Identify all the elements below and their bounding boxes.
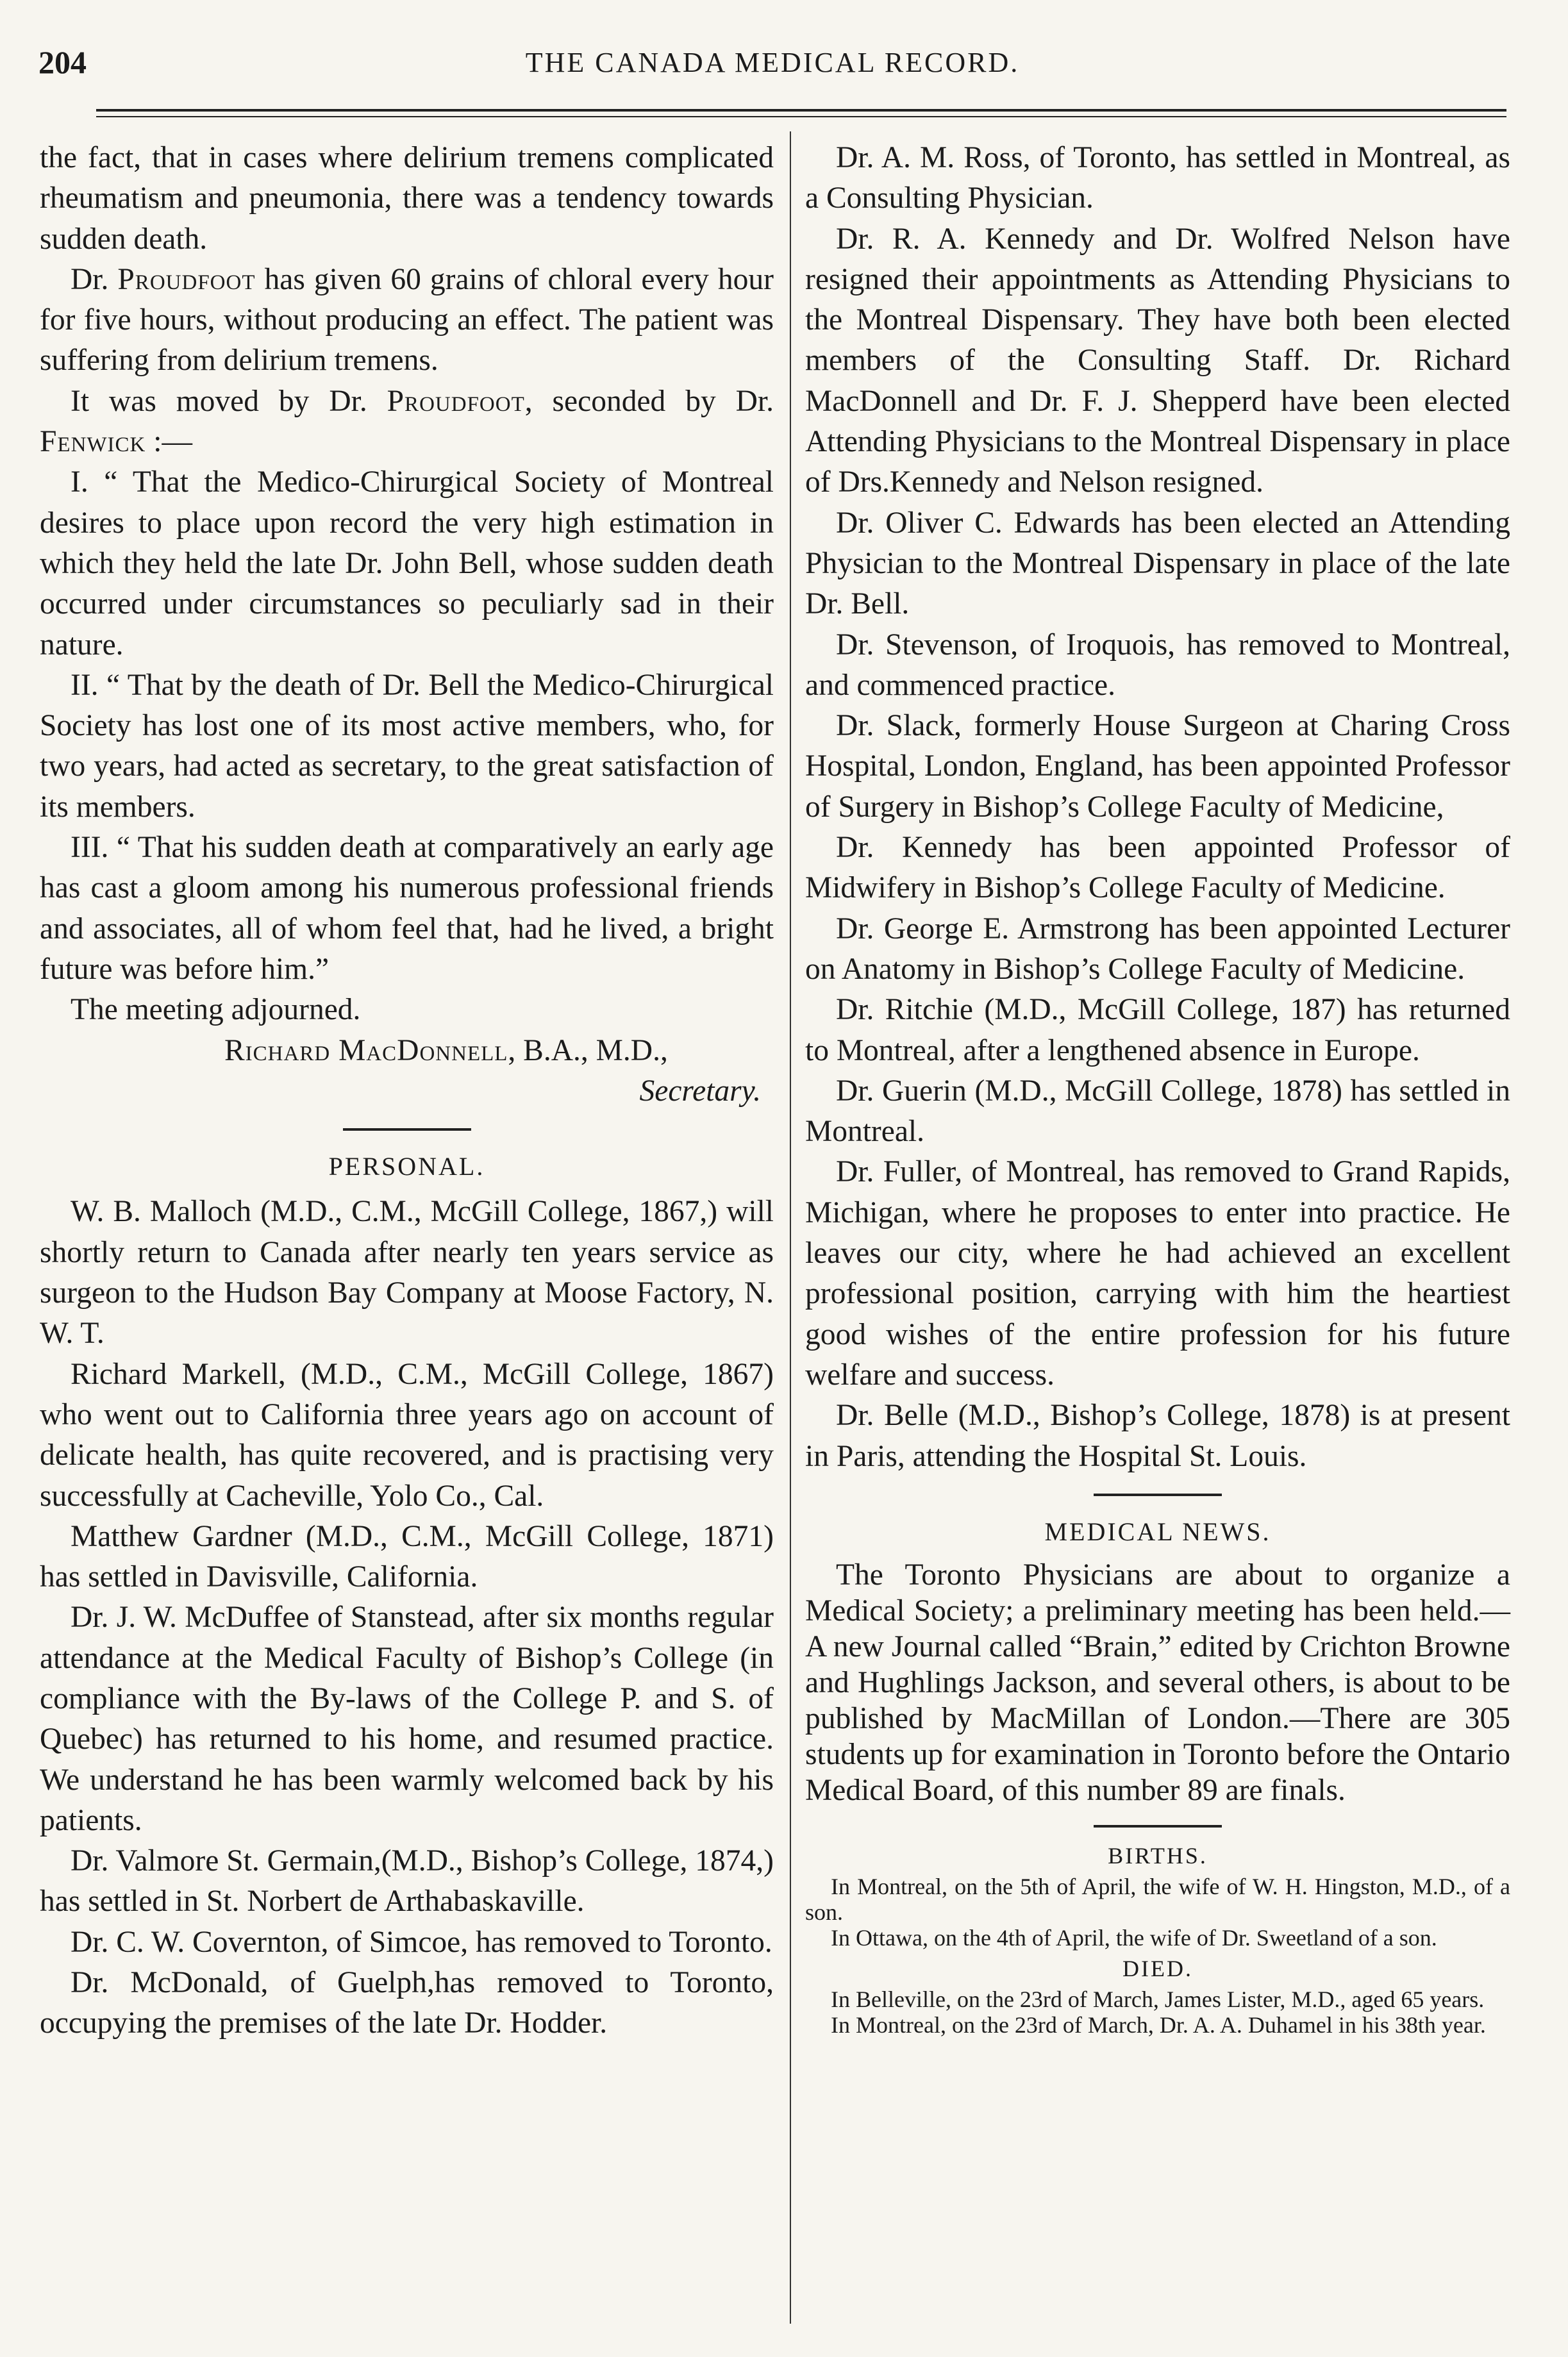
person-name: Fenwick <box>40 425 146 459</box>
person-name: Proudfoot <box>387 384 525 418</box>
personal-item: Dr. C. W. Covernton, of Simcoe, has removed to Toronto. <box>71 1925 772 1959</box>
motion-paragraph <box>40 381 774 463</box>
personal-item: Dr. George E. Armstrong has been appointed Lecturer on Anatomy in Bishop’s College Faculty of Medicine. <box>805 912 1510 986</box>
personal-item: Dr. McDonald, of Guelph,has removed to Toronto, occupying the premises of the late Dr. Hodder. <box>40 1966 774 2040</box>
left-column <box>40 138 774 2044</box>
personal-item: Dr. R. A. Kennedy and Dr. Wolfred Nelson have resigned their appointments as Attending Physicians to the Montreal Dispensary. They have both been elected members of the Consulting Staff. Dr. Richard MacDonnell and Dr. F. J. Shepperd have been elected Attending Physicians to the Montreal Dispensary in place of Drs.Kennedy and Nelson resigned. <box>805 222 1510 499</box>
person-name: Proudfoot <box>117 262 256 296</box>
paragraph-text: :— <box>146 425 192 459</box>
personal-item: Dr. Ritchie (M.D., McGill College, 187) has returned to Montreal, after a lengthened absence in Europe. <box>805 993 1510 1067</box>
running-head: THE CANADA MEDICAL RECORD. <box>525 47 1020 78</box>
resolution-3: III. “ That his sudden death at comparatively an early age has cast a gloom among his numerous professional friends and associates, all of whom feel that, had he lived, a bright future was before him.” <box>40 831 774 986</box>
birth-entry: In Ottawa, on the 4th of April, the wife of Dr. Sweetland of a son. <box>831 1925 1437 1951</box>
personal-item: Dr. Guerin (M.D., McGill College, 1878) has settled in Montreal. <box>805 1074 1510 1149</box>
paragraph-text: It was moved by Dr. <box>71 384 387 418</box>
death-entry: In Belleville, on the 23rd of March, James Lister, M.D., aged 65 years. <box>831 1986 1485 2013</box>
personal-item: Dr. Valmore St. Germain,(M.D., Bishop’s College, 1874,) has settled in St. Norbert de Arthabaskaville. <box>40 1844 774 1919</box>
page-number: 204 <box>38 44 87 80</box>
birth-entry: In Montreal, on the 5th of April, the wife of W. H. Hingston, M.D., of a son. <box>805 1874 1510 1926</box>
medical-news-heading: MEDICAL NEWS. <box>1044 1517 1271 1546</box>
personal-item: Dr. Slack, formerly House Surgeon at Charing Cross Hospital, London, England, has been appointed Professor of Surgery in Bishop’s College Faculty of Medicine, <box>805 709 1510 824</box>
personal-item: Dr. A. M. Ross, of Toronto, has settled in Montreal, as a Consulting Physician. <box>805 141 1510 215</box>
personal-item: Dr. J. W. McDuffee of Stanstead, after six months regular attendance at the Medical Faculty of Bishop’s College (in compliance with the By-laws of the College P. and S. of Quebec) has returned to his home, and resumed practice. We understand he has been warmly welcomed back by his patients. <box>40 1601 774 1837</box>
medical-news-text: The Toronto Physicians are about to organize a Medical Society; a preliminary meeting has been held.—A new Journal called “Brain,” edited by Crichton Browne and Hughlings Jackson, and several others, is about to be published by MacMillan of London.—There are 305 students up for examination in Toronto before the Ontario Medical Board, of this number 89 are finals. <box>805 1558 1510 1808</box>
personal-item: Richard Markell, (M.D., C.M., McGill College, 1867) who went out to California three years ago on account of delicate health, has quite recovered, and is practising very successfully at Cacheville, Yolo Co., Cal. <box>40 1357 774 1513</box>
column-divider <box>790 131 791 2324</box>
personal-item: Dr. Stevenson, of Iroquois, has removed to Montreal, and commenced practice. <box>805 628 1510 702</box>
personal-item: Dr. Belle (M.D., Bishop’s College, 1878) is at present in Paris, attending the Hospital St. Louis. <box>805 1399 1510 1473</box>
adjourned-line: The meeting adjourned. <box>71 993 361 1027</box>
died-list <box>805 1986 1510 2038</box>
resolution-2: II. “ That by the death of Dr. Bell the Medico-Chirurgical Society has lost one of its most active members, who, for two years, had acted as secretary, to the great satisfaction of its members. <box>40 668 774 824</box>
personal-item: Dr. Kennedy has been appointed Professor of Midwifery in Bishop’s College Faculty of Medicine. <box>805 831 1510 905</box>
section-rule <box>343 1128 471 1131</box>
paragraph: Dr. Proudfoot has given 60 grains of chloral every hour for five hours, without producing an effect. The patient was suffering from delirium tremens. <box>40 262 774 378</box>
personal-item: Dr. Oliver C. Edwards has been elected an Attending Physician to the Montreal Dispensary in place of the late Dr. Bell. <box>805 506 1510 621</box>
section-rule <box>1094 1494 1222 1496</box>
resolution-1: I. “ That the Medico-Chirurgical Society of Montreal desires to place upon record the very high estimation in which they held the late Dr. John Bell, whose sudden death occurred under circumstances so peculiarly sad in their nature. <box>40 465 774 662</box>
personal-item: W. B. Malloch (M.D., C.M., McGill College, 1867,) will shortly return to Canada after nearly ten years service as surgeon to the Hudson Bay Company at Moose Factory, N. W. T. <box>40 1195 774 1351</box>
personal-item: Dr. Fuller, of Montreal, has removed to Grand Rapids, Michigan, where he proposes to enter into practice. He leaves our city, where he had achieved an excellent professional position, carrying with him the heartiest good wishes of the entire profession for his future welfare and success. <box>805 1155 1510 1392</box>
section-rule <box>1094 1825 1222 1828</box>
signature-name: Richard MacDonnell <box>224 1033 508 1067</box>
personal-heading: PERSONAL. <box>328 1152 485 1181</box>
births-list <box>805 1874 1510 1951</box>
signature-degrees: , B.A., M.D., <box>508 1033 668 1067</box>
died-heading: DIED. <box>1122 1956 1193 1982</box>
births-heading: BIRTHS. <box>1108 1843 1208 1869</box>
header-rule <box>96 109 1506 117</box>
signature-role: Secretary. <box>639 1074 761 1108</box>
page-header <box>38 40 1506 91</box>
personal-item: Matthew Gardner (M.D., C.M., McGill College, 1871) has settled in Davisville, California. <box>40 1519 774 1594</box>
paragraph: the fact, that in cases where delirium tremens complicated rheumatism and pneumonia, there was a tendency towards sudden death. <box>40 141 774 256</box>
paragraph-text: has given 60 grains of chloral every hour for five hours, without producing an effect. The patient was suffering from delirium tremens. <box>40 262 774 378</box>
death-entry: In Montreal, on the 23rd of March, Dr. A. A. Duhamel in his 38th year. <box>831 2012 1486 2038</box>
paragraph-text: , seconded by Dr. <box>524 384 774 418</box>
right-column <box>805 138 1510 2038</box>
signature <box>40 1031 774 1071</box>
